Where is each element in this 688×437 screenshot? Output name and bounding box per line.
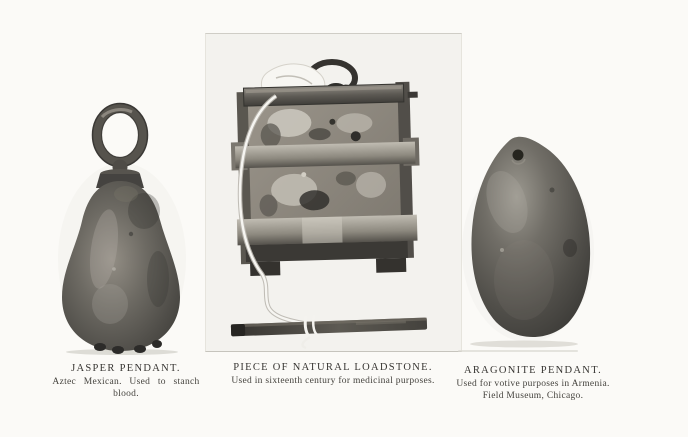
caption-title-jasper: JASPER PENDANT. (71, 363, 181, 374)
aragonite-pendant-drawing (462, 130, 598, 352)
caption-title-loadstone: PIECE OF NATURAL LOADSTONE. (233, 362, 433, 373)
caption-line: Field Museum, Chicago. (482, 390, 584, 401)
jasper-pendant-image (56, 99, 188, 355)
caption-loadstone (210, 361, 456, 388)
caption-jasper-pendant (26, 362, 226, 400)
jasper-pendant-drawing (56, 99, 188, 355)
caption-line: Used in sixteenth century for medicinal purposes. (231, 376, 435, 386)
loadstone-drawing (206, 34, 461, 351)
caption-aragonite-pendant (433, 364, 633, 402)
caption-title-aragonite: ARAGONITE PENDANT. (463, 365, 603, 376)
page-smudge (458, 350, 578, 352)
caption-line: Used for votive purposes in Armenia. (456, 379, 610, 389)
aragonite-pendant-image (462, 130, 598, 352)
caption-line: Aztec Mexican. Used to stanch (52, 377, 200, 387)
caption-line: blood. (113, 388, 139, 399)
loadstone-photograph (205, 33, 462, 352)
